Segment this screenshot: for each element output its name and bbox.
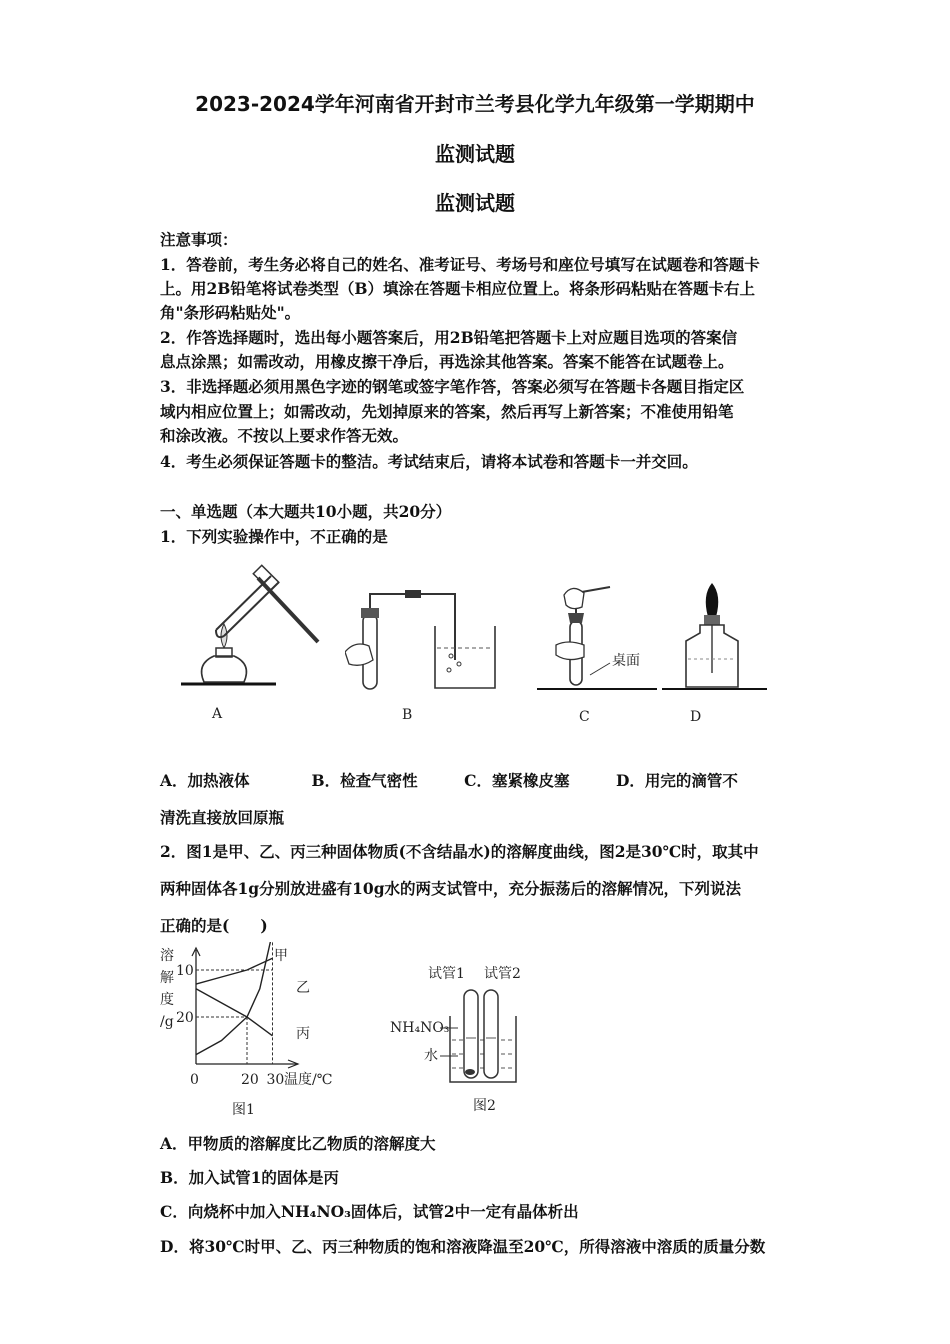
page-title: 2023-2024学年河南省开封市兰考县化学九年级第一学期期中 xyxy=(195,92,755,116)
ylabel-char: 解 xyxy=(160,970,174,986)
x-tick-label: 30 xyxy=(266,1072,285,1088)
question-2-option-c: C．向烧杯中加入NH₄NO₃固体后，试管2中一定有晶体析出 xyxy=(160,1202,579,1221)
notice-line: 4．考生必须保证答题卡的整洁。考试结束后，请将本试卷和答题卡一并交回。 xyxy=(160,452,698,471)
nh4no3-label: NH₄NO₃ xyxy=(390,1020,450,1036)
y-tick-label: 10 xyxy=(176,963,194,979)
question-2-stem: 2．图1是甲、乙、丙三种固体物质(不含结晶水)的溶解度曲线，图2是30℃时，取其中 xyxy=(160,842,759,861)
figure-2-test-tubes xyxy=(388,958,538,1123)
notice-heading: 注意事项： xyxy=(160,230,238,249)
x-axis-label: 温度/℃ xyxy=(284,1072,333,1088)
x-tick-label: 20 xyxy=(241,1072,259,1088)
series-label-2: 乙 xyxy=(296,980,310,996)
series-label-3: 丙 xyxy=(296,1026,310,1042)
tube-1-label: 试管1 xyxy=(428,966,465,982)
figure-1-caption: 图1 xyxy=(232,1102,255,1118)
question-2-option-a: A．甲物质的溶解度比乙物质的溶解度大 xyxy=(160,1134,436,1153)
ylabel-char: 度 xyxy=(160,992,174,1008)
figure-c-label: C xyxy=(579,709,590,725)
figure-2-caption: 图2 xyxy=(473,1098,496,1114)
series-label-1: 甲 xyxy=(274,948,288,964)
figure-b-label: B xyxy=(402,707,413,723)
question-1-stem: 1．下列实验操作中，不正确的是 xyxy=(160,527,388,546)
ylabel-char: /g xyxy=(160,1014,174,1030)
ylabel-char: 溶 xyxy=(160,948,174,964)
notice-line: 和涂改液。不按以上要求作答无效。 xyxy=(160,426,409,445)
figure-a-heating-liquid xyxy=(176,558,326,733)
figure-a-label: A xyxy=(212,706,223,722)
series-line-1 xyxy=(196,942,273,1055)
figure-c-desk-label: 桌面 xyxy=(612,653,640,669)
notice-line: 2．作答选择题时，选出每小题答案后，用2B铅笔把答题卡上对应题目选项的答案信 xyxy=(160,328,738,347)
question-2-stem: 两种固体各1g分别放进盛有10g水的两支试管中，充分振荡后的溶解情况，下列说法 xyxy=(160,879,742,898)
figure-b-airtightness xyxy=(345,560,510,735)
figure-d-dropper-bottle xyxy=(662,575,772,735)
question-2-stem: 正确的是( ) xyxy=(160,916,268,935)
tube-2-label: 试管2 xyxy=(484,966,521,982)
page-subtitle-repeat: 监测试题 xyxy=(435,191,515,215)
page-subtitle: 监测试题 xyxy=(435,142,515,166)
figure-c-rubber-stopper xyxy=(532,575,662,735)
figure-1-solubility-chart xyxy=(158,942,358,1122)
question-1-options: A．加热液体 B．检查气密性 C．塞紧橡皮塞 D．用完的滴管不 xyxy=(160,771,738,790)
question-2-option-d: D．将30℃时甲、乙、丙三种物质的饱和溶液降温至20℃，所得溶液中溶质的质量分数 xyxy=(160,1237,766,1256)
notice-line: 域内相应位置上；如需改动，先划掉原来的答案，然后再写上新答案；不准使用铅笔 xyxy=(160,402,734,421)
notice-line: 3．非选择题必须用黑色字迹的钢笔或签字笔作答，答案必须写在答题卡各题目指定区 xyxy=(160,377,745,396)
notice-line: 1．答卷前，考生务必将自己的姓名、准考证号、考场号和座位号填写在试题卷和答题卡 xyxy=(160,255,760,274)
water-label: 水 xyxy=(424,1048,438,1064)
y-tick-label: 20 xyxy=(176,1010,194,1026)
question-2-option-b: B．加入试管1的固体是丙 xyxy=(160,1168,339,1187)
x-tick-label: 0 xyxy=(190,1072,199,1088)
notice-line: 角"条形码粘贴处"。 xyxy=(160,303,301,322)
section-heading: 一、单选题（本大题共10小题，共20分） xyxy=(160,502,452,521)
notice-line: 息点涂黑；如需改动，用橡皮擦干净后，再选涂其他答案。答案不能答在试题卷上。 xyxy=(160,352,734,371)
question-1-options-cont: 清洗直接放回原瓶 xyxy=(160,808,285,827)
notice-line: 上。用2B铅笔将试卷类型（B）填涂在答题卡相应位置上。将条形码粘贴在答题卡右上 xyxy=(160,279,755,298)
figure-d-label: D xyxy=(690,709,702,725)
